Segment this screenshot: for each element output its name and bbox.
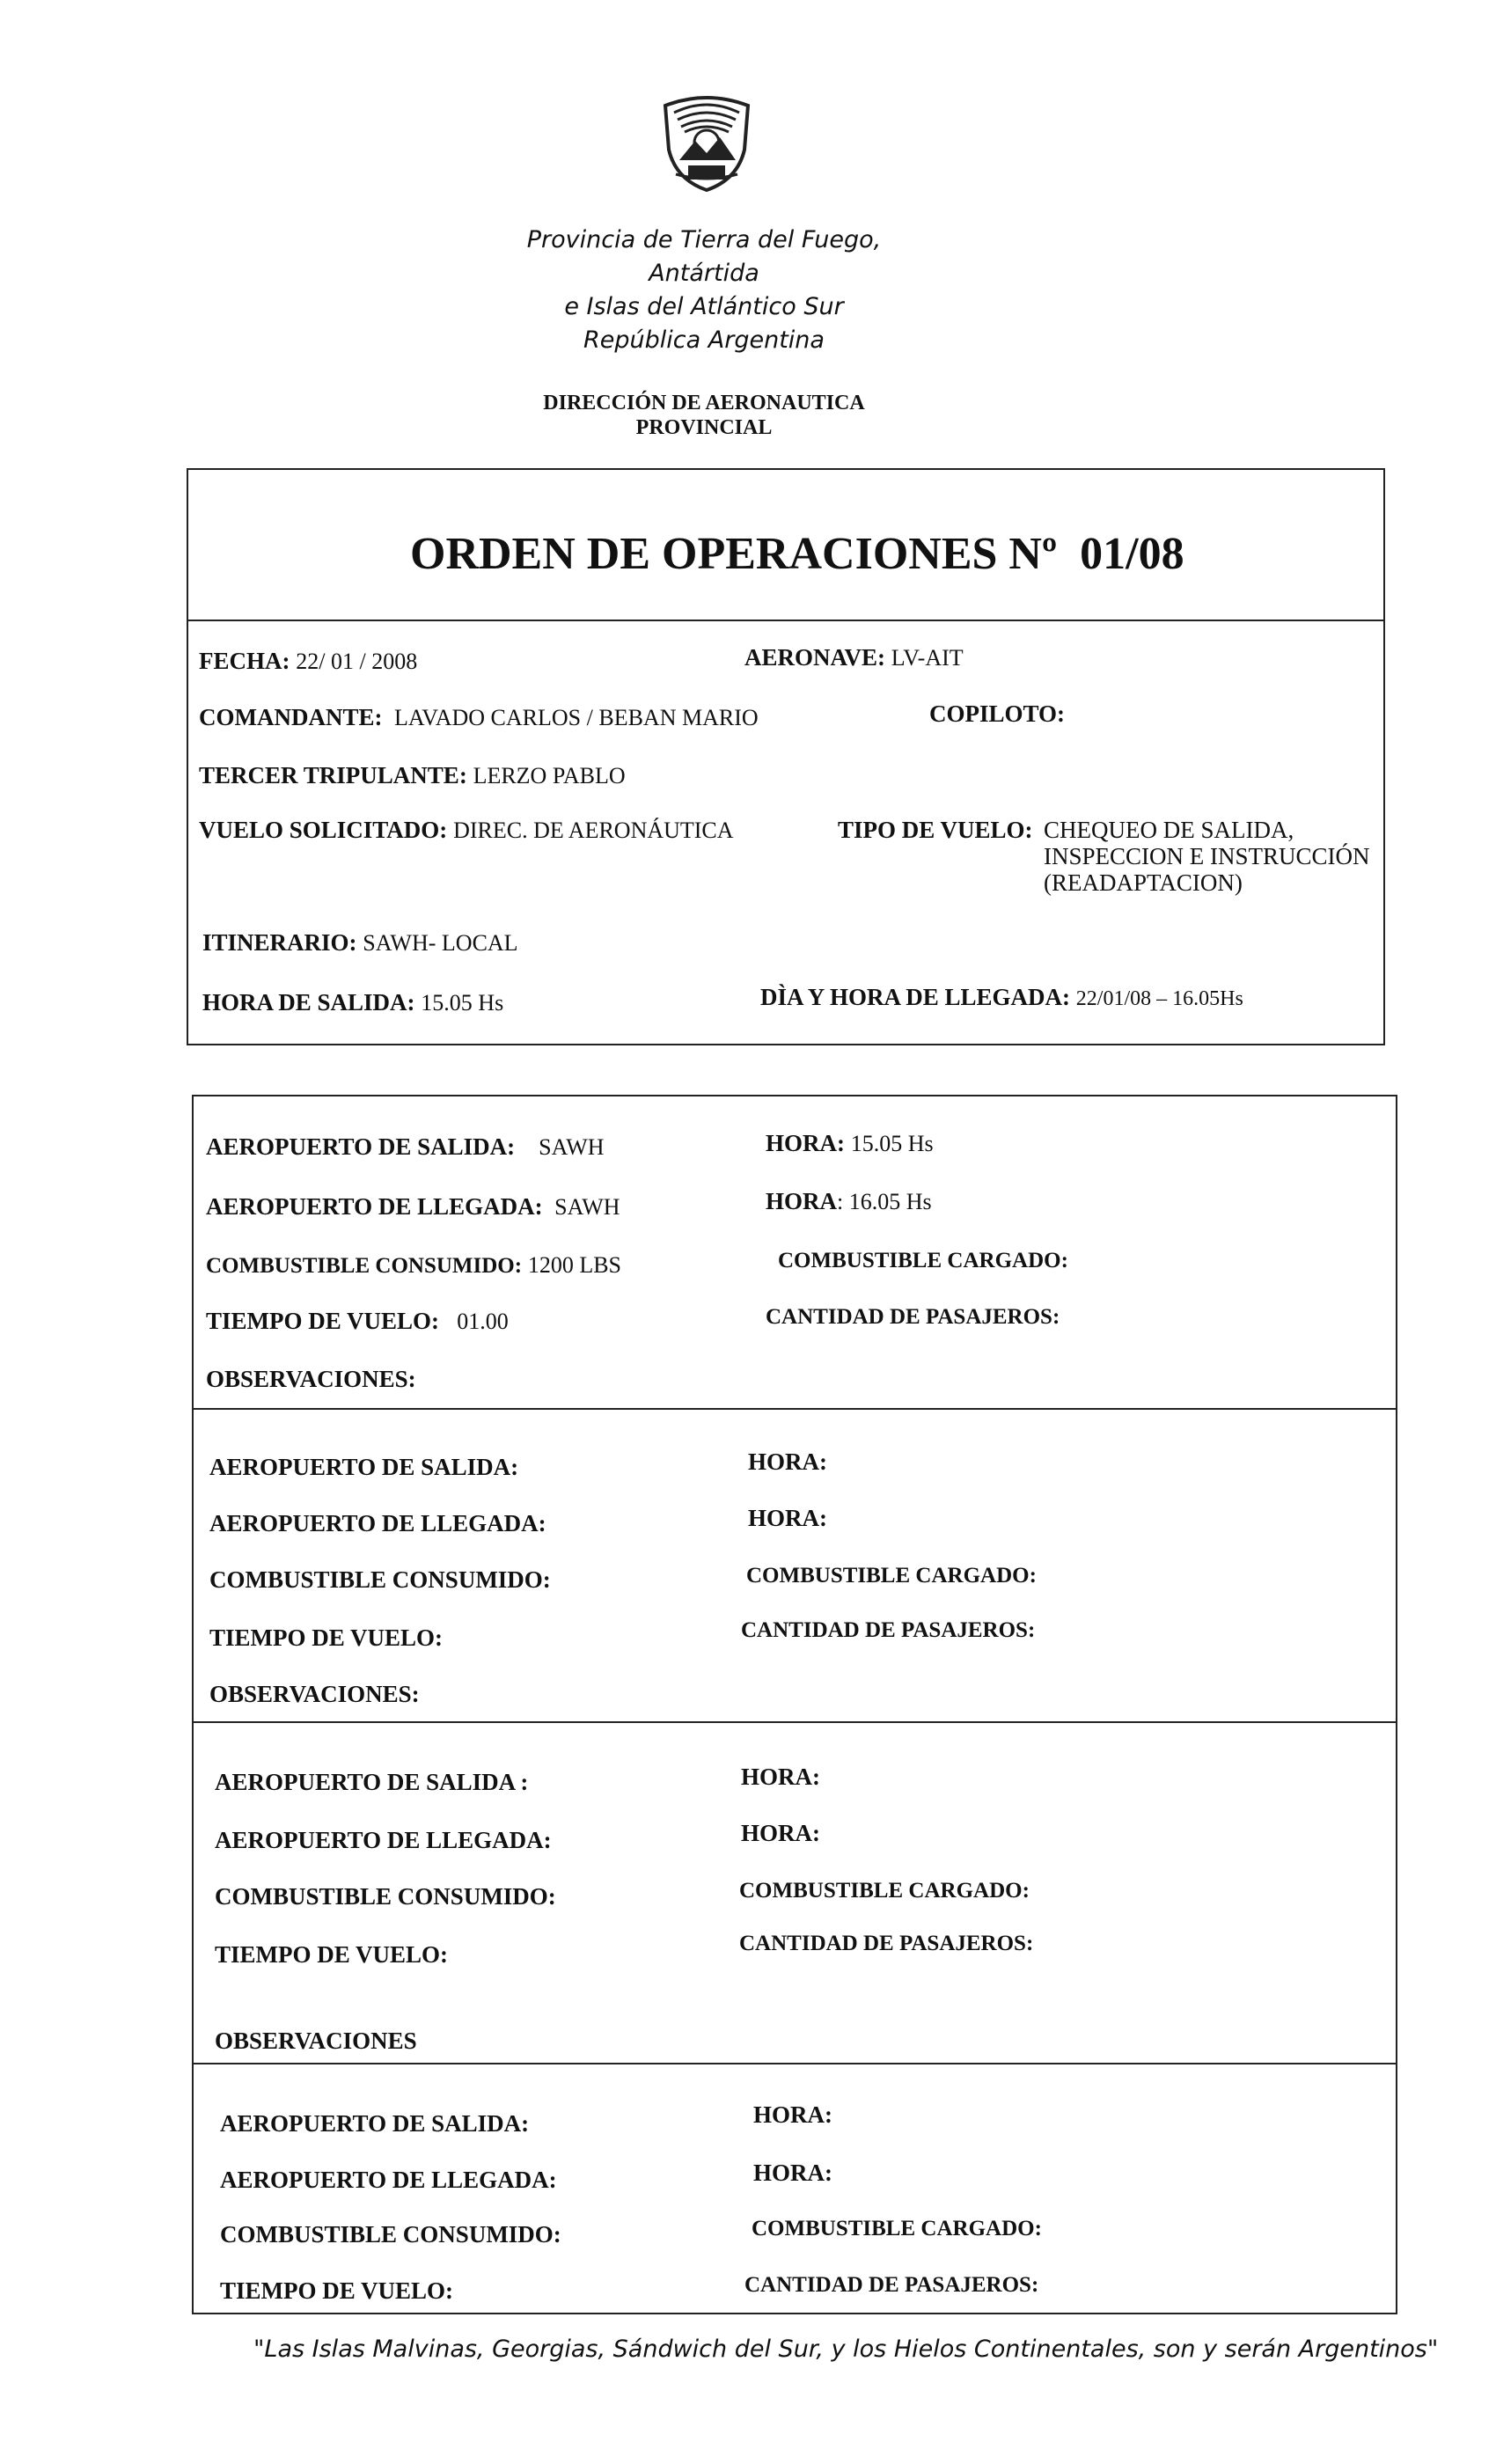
leg3-combustible-consumido: COMBUSTIBLE CONSUMIDO:: [215, 1883, 556, 1910]
leg1-hora-salida: HORA: 15.05 Hs: [766, 1130, 934, 1156]
leg1-salida-value: SAWH: [539, 1134, 605, 1160]
leg3-hora-llegada: HORA:: [741, 1820, 820, 1846]
leg3-salida: AEROPUERTO DE SALIDA :: [215, 1769, 529, 1795]
aeronave-row: AERONAVE: LV-AIT: [744, 644, 964, 671]
itinerario-row: ITINERARIO: SAWH- LOCAL: [202, 929, 518, 956]
flight-legs-box: [192, 1095, 1397, 2314]
dia-hora-llegada-row: DÌA Y HORA DE LLEGADA: 22/01/08 – 16.05Hs: [760, 984, 1243, 1010]
leg2-combustible-consumido: COMBUSTIBLE CONSUMIDO:: [209, 1566, 551, 1593]
leg1-combustible-cargado: COMBUSTIBLE CARGADO:: [778, 1249, 1068, 1272]
leg4-pasajeros: CANTIDAD DE PASAJEROS:: [744, 2273, 1039, 2297]
leg4-combustible-consumido: COMBUSTIBLE CONSUMIDO:: [220, 2221, 561, 2248]
leg4-combustible-cargado: COMBUSTIBLE CARGADO:: [752, 2217, 1042, 2240]
leg4-salida: AEROPUERTO DE SALIDA:: [220, 2110, 530, 2137]
leg1-tiempo-vuelo: TIEMPO DE VUELO: 01.00: [206, 1308, 509, 1334]
leg3-combustible-cargado: COMBUSTIBLE CARGADO:: [739, 1879, 1030, 1903]
leg2-pasajeros: CANTIDAD DE PASAJEROS:: [741, 1618, 1036, 1642]
fecha-row: FECHA: 22/ 01 / 2008: [199, 648, 418, 674]
hora-salida-row: HORA DE SALIDA: 15.05 Hs: [202, 989, 504, 1016]
leg3-observaciones: OBSERVACIONES: [215, 2028, 417, 2054]
leg1-pasajeros: CANTIDAD DE PASAJEROS:: [766, 1305, 1060, 1329]
leg3-divider: [194, 2063, 1396, 2064]
tercer-tripulante-row: TERCER TRIPULANTE: LERZO PABLO: [199, 762, 626, 788]
province-line-1: Provincia de Tierra del Fuego,: [526, 226, 882, 253]
leg1-salida: AEROPUERTO DE SALIDA: SAWH: [206, 1133, 605, 1160]
leg1-tiempo-vuelo-value: 01.00: [457, 1309, 509, 1334]
leg2-combustible-cargado: COMBUSTIBLE CARGADO:: [746, 1564, 1037, 1588]
leg2-hora-salida: HORA:: [748, 1448, 827, 1475]
comandante-row: COMANDANTE: LAVADO CARLOS / BEBAN MARIO: [199, 704, 759, 730]
hora-salida-value: 15.05 Hs: [421, 990, 504, 1016]
tipo-vuelo-line-3: (READAPTACION): [1044, 869, 1243, 896]
order-title: ORDEN DE OPERACIONES Nº 01/08: [410, 529, 1184, 579]
leg2-observaciones: OBSERVACIONES:: [209, 1681, 420, 1707]
leg1-hora-llegada: HORA: 16.05 Hs: [766, 1188, 932, 1214]
province-line-4: República Argentina: [583, 326, 825, 354]
leg1-combustible-consumido: COMBUSTIBLE CONSUMIDO: 1200 LBS: [206, 1252, 622, 1278]
leg2-hora-llegada: HORA:: [748, 1505, 827, 1531]
copiloto-row: COPILOTO:: [929, 700, 1066, 727]
itinerario-value: SAWH- LOCAL: [363, 930, 518, 956]
tercer-tripulante-value: LERZO PABLO: [473, 763, 626, 788]
leg3-hora-salida: HORA:: [741, 1764, 820, 1790]
leg2-llegada: AEROPUERTO DE LLEGADA:: [209, 1510, 546, 1536]
leg1-llegada-value: SAWH: [554, 1194, 620, 1220]
leg3-tiempo-vuelo: TIEMPO DE VUELO:: [215, 1941, 449, 1968]
tipo-vuelo-line-1: CHEQUEO DE SALIDA,: [1044, 817, 1294, 843]
comandante-value: LAVADO CARLOS / BEBAN MARIO: [394, 705, 759, 730]
leg4-llegada: AEROPUERTO DE LLEGADA:: [220, 2167, 557, 2193]
order-box: [187, 468, 1385, 1045]
leg1-hora-salida-value: 15.05 Hs: [850, 1131, 934, 1156]
tipo-vuelo-row: TIPO DE VUELO:: [838, 817, 1033, 843]
footer-quote: "Las Islas Malvinas, Georgias, Sándwich del Sur, y los Hielos Continentales, son y serán Argentinos": [253, 2336, 1439, 2363]
leg1-llegada: AEROPUERTO DE LLEGADA: SAWH: [206, 1193, 620, 1220]
vuelo-solicitado-row: VUELO SOLICITADO: DIREC. DE AERONÁUTICA: [199, 817, 734, 843]
leg4-hora-llegada: HORA:: [753, 2160, 832, 2186]
direction-line-2: PROVINCIAL: [635, 416, 773, 439]
tipo-vuelo-line-2: INSPECCION E INSTRUCCIÓN: [1044, 843, 1370, 869]
provincial-seal-logo: [649, 88, 764, 194]
vuelo-solicitado-value: DIREC. DE AERONÁUTICA: [453, 818, 734, 843]
leg2-tiempo-vuelo: TIEMPO DE VUELO:: [209, 1624, 444, 1651]
province-line-2: Antártida: [649, 260, 759, 287]
leg2-salida: AEROPUERTO DE SALIDA:: [209, 1454, 519, 1480]
leg1-divider: [194, 1408, 1396, 1410]
title-divider: [188, 620, 1383, 621]
aeronave-value: LV-AIT: [891, 645, 964, 671]
leg1-combustible-consumido-value: 1200 LBS: [527, 1252, 622, 1278]
leg1-hora-llegada-value: : 16.05 Hs: [837, 1189, 932, 1214]
leg2-divider: [194, 1721, 1396, 1723]
direction-line-1: DIRECCIÓN DE AERONAUTICA: [543, 392, 865, 414]
leg1-observaciones: OBSERVACIONES:: [206, 1366, 416, 1392]
leg3-llegada: AEROPUERTO DE LLEGADA:: [215, 1827, 552, 1853]
fecha-value: 22/ 01 / 2008: [296, 649, 418, 674]
dia-hora-llegada-value: 22/01/08 – 16.05Hs: [1075, 987, 1243, 1010]
leg3-pasajeros: CANTIDAD DE PASAJEROS:: [739, 1932, 1034, 1955]
leg4-tiempo-vuelo: TIEMPO DE VUELO:: [220, 2277, 454, 2304]
leg4-hora-salida: HORA:: [753, 2101, 832, 2128]
order-number: 01/08: [1080, 529, 1184, 579]
province-line-3: e Islas del Atlántico Sur: [564, 293, 844, 320]
